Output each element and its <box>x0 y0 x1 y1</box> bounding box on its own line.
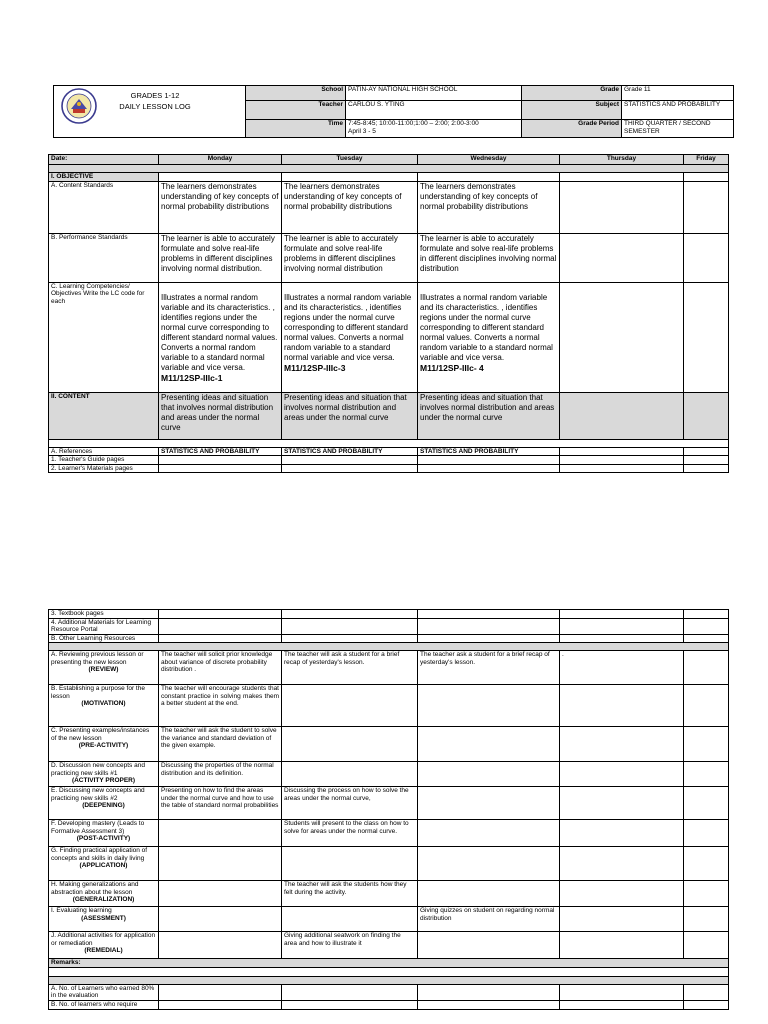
learning-competencies-label: C. Learning Competencies/ Objectives Write the LC code for each <box>49 282 159 392</box>
generalization-label-text: H. Making generalizations and abstraction about the lesson <box>51 881 139 896</box>
grade-value: Grade 11 <box>622 86 734 101</box>
monday-header: Monday <box>159 155 282 165</box>
post-activity-label <box>49 820 159 847</box>
content-tuesday: Presenting ideas and situation that involves normal distribution and areas under the normal curve <box>282 392 418 439</box>
motivation-monday: The teacher will encourage students that constant practice in solving makes them a better student at the end. <box>159 685 282 727</box>
remedial-label-text: J. Additional activities for application or remediation <box>51 932 156 947</box>
competencies-monday <box>159 282 282 392</box>
generalization-label <box>49 881 159 907</box>
activity-proper-sub: (ACTIVITY PROPER) <box>71 777 136 784</box>
assessment-label-text: I. Evaluating learning <box>51 907 112 914</box>
subject-label: Subject <box>522 101 622 120</box>
remedial-tuesday: Giving additional seatwork on finding the area and how to illustrate it <box>282 932 418 959</box>
header-logo-cell <box>54 86 246 138</box>
teachers-guide-label: 1. Teacher's Guide pages <box>49 456 159 465</box>
post-activity-label-text: F. Developing mastery (Leads to Formative Assessment 3) <box>51 820 145 835</box>
review-wednesday: The teacher ask a student for a brief recap of yesterday's lesson. <box>418 651 560 685</box>
pre-activity-monday: The teacher will ask the student to solve the variance and standard deviation of the given example. <box>159 727 282 762</box>
post-activity-sub: (POST-ACTIVITY) <box>76 835 131 842</box>
other-resources-label: B. Other Learning Resources <box>49 634 159 643</box>
friday-header: Friday <box>684 155 729 165</box>
period-label: Grade Period <box>522 120 622 138</box>
grade-label: Grade <box>522 86 622 101</box>
assessment-wednesday: Giving quizzes on student on regarding normal distribution <box>418 907 560 932</box>
reflection-spacer <box>49 976 729 984</box>
references-wednesday: STATISTICS AND PROBABILITY <box>418 447 560 456</box>
time-schedule: 7:45-8:45; 10:00-11:00;1:00 – 2:00; 2:00-3:00 <box>348 120 479 127</box>
review-sub: (REVIEW) <box>88 666 119 673</box>
additional-materials-label: 4. Additional Materials for Learning Resource Portal <box>49 618 159 634</box>
review-thursday: . <box>560 651 684 685</box>
motivation-sub: (MOTIVATION) <box>81 700 126 707</box>
content-standards-wednesday: The learners demonstrates understanding of key concepts of normal probability distributions <box>418 181 560 233</box>
deepening-label-text: E. Discussing new concepts and practicing new skills #2 <box>51 787 145 802</box>
review-tuesday: The teacher will ask a student for a brief recap of yesterday's lesson. <box>282 651 418 685</box>
lesson-log-table-top <box>48 154 729 473</box>
remarks-blank <box>49 967 729 976</box>
content-monday: Presenting ideas and situation that involves normal distribution and areas under the normal curve <box>159 392 282 439</box>
tuesday-header: Tuesday <box>282 155 418 165</box>
assessment-label <box>49 907 159 932</box>
performance-standards-wednesday: The learner is able to accurately formulate and solve real-life problems in different disciplines involving normal distribution <box>418 233 560 282</box>
deepening-tuesday: Discussing the process on how to solve the areas under the normal curve, <box>282 787 418 820</box>
period-value: THIRD QUARTER / SECOND SEMESTER <box>622 120 734 138</box>
teacher-value: CARLOU S. YTING <box>346 101 522 120</box>
thursday-header: Thursday <box>560 155 684 165</box>
eval-b-label: B. No. of learners who require <box>49 1000 159 1009</box>
competencies-monday-text: Illustrates a normal random variable and its characteristics. , identifies regions under the normal curve corresponding to different standard normal values. Converts a normal random variable to a standard normal variable and vice versa. <box>161 292 278 372</box>
generalization-tuesday: The teacher will ask the students how they felt during the activity. <box>282 881 418 907</box>
motivation-label-text: B. Establishing a purpose for the lesson <box>51 685 145 700</box>
lc-code-monday: M11/12SP-IIIc-1 <box>161 372 223 383</box>
title-line-1: GRADES 1-12 <box>130 91 180 100</box>
activity-proper-label <box>49 762 159 787</box>
school-value: PATIN-AY NATIONAL HIGH SCHOOL <box>346 86 522 101</box>
time-dates: April 3 - 5 <box>348 127 376 135</box>
motivation-label <box>49 685 159 727</box>
time-label: Time <box>246 120 346 138</box>
performance-standards-label: B. Performance Standards <box>49 233 159 282</box>
teacher-label: Teacher <box>246 101 346 120</box>
subject-value: STATISTICS AND PROBABILITY <box>622 101 734 120</box>
eval-a-label: A. No. of Learners who earned 80% in the evaluation <box>49 984 159 1000</box>
application-sub: (APPLICATION) <box>79 862 128 869</box>
references-monday: STATISTICS AND PROBABILITY <box>159 447 282 456</box>
performance-standards-tuesday: The learner is able to accurately formulate and solve real-life problems in different disciplines involving normal distribution <box>282 233 418 282</box>
deepening-sub: (DEEPENING) <box>82 802 125 809</box>
activity-proper-label-text: D. Discussion new concepts and practicing new skills #1 <box>51 762 145 777</box>
references-label: A. References <box>49 447 159 456</box>
pre-activity-sub: (PRE-ACTIVITY) <box>78 742 129 749</box>
competencies-wednesday-text: Illustrates a normal random variable and its characteristics. , identifies regions under the normal curve corresponding to different standard normal values. Converts a normal random variable to a standard normal variable and vice versa. <box>420 292 553 362</box>
deepening-label <box>49 787 159 820</box>
competencies-wednesday <box>418 282 560 392</box>
assessment-sub: (ASESSMENT) <box>81 914 126 922</box>
review-label-text: A. Reviewing previous lesson or presenting the new lesson <box>51 651 144 666</box>
lc-code-wednesday: M11/12SP-IIIc- 4 <box>420 362 484 373</box>
application-label <box>49 847 159 881</box>
content-standards-tuesday: The learners demonstrates understanding of key concepts of normal probability distributions <box>282 181 418 233</box>
objective-heading: I. OBJECTIVE <box>49 173 159 182</box>
remedial-sub: (REMEDIAL) <box>84 947 123 954</box>
wednesday-header: Wednesday <box>418 155 560 165</box>
date-header: Date: <box>49 155 159 165</box>
references-tuesday: STATISTICS AND PROBABILITY <box>282 447 418 456</box>
content-wednesday: Presenting ideas and situation that involves normal distribution and areas under the normal curve <box>418 392 560 439</box>
learners-materials-label: 2. Learner's Materials pages <box>49 464 159 473</box>
spacer-row <box>49 165 729 173</box>
pre-activity-label <box>49 727 159 762</box>
activity-proper-monday: Discussing the properties of the normal distribution and its definition. <box>159 762 282 787</box>
application-label-text: G. Finding practical application of concepts and skills in daily living <box>51 847 148 862</box>
remedial-label <box>49 932 159 959</box>
pre-activity-label-text: C. Presenting examples/instances of the new lesson <box>51 727 150 742</box>
content-heading: II. CONTENT <box>49 392 159 439</box>
procedures-spacer <box>49 643 729 651</box>
lc-code-tuesday: M11/12SP-IIIc-3 <box>284 362 346 373</box>
textbook-pages-label: 3. Textbook pages <box>49 610 159 619</box>
performance-standards-monday: The learner is able to accurately formulate and solve real-life problems in different disciplines involving normal distribution. <box>159 233 282 282</box>
review-monday: The teacher will solicit prior knowledge about variance of discrete probability distribution . <box>159 651 282 685</box>
competencies-tuesday-text: Illustrates a normal random variable and its characteristics. , identifies regions under the normal curve corresponding to different standard normal values. Converts a normal random variable to a standard normal variable and vice versa. <box>284 292 412 362</box>
title-line-2: DAILY LESSON LOG <box>119 101 191 111</box>
content-standards-label: A. Content Standards <box>49 181 159 233</box>
school-label: School <box>246 86 346 101</box>
competencies-tuesday <box>282 282 418 392</box>
content-standards-monday: The learners demonstrates understanding of key concepts of normal probability distributions <box>159 181 282 233</box>
remarks-row: Remarks: <box>49 959 729 968</box>
lesson-log-table-bottom <box>48 609 729 1010</box>
generalization-sub: (GENERALIZATION) <box>72 896 135 903</box>
review-label <box>49 651 159 685</box>
time-value <box>346 120 522 138</box>
post-activity-tuesday: Students will present to the class on how to solve for areas under the normal curve. <box>282 820 418 847</box>
spacer-row-2 <box>49 439 729 447</box>
header-table <box>53 85 734 138</box>
deepening-monday: Presenting on how to find the areas under the normal curve and how to use the table of standard normal probabilities <box>159 787 282 820</box>
